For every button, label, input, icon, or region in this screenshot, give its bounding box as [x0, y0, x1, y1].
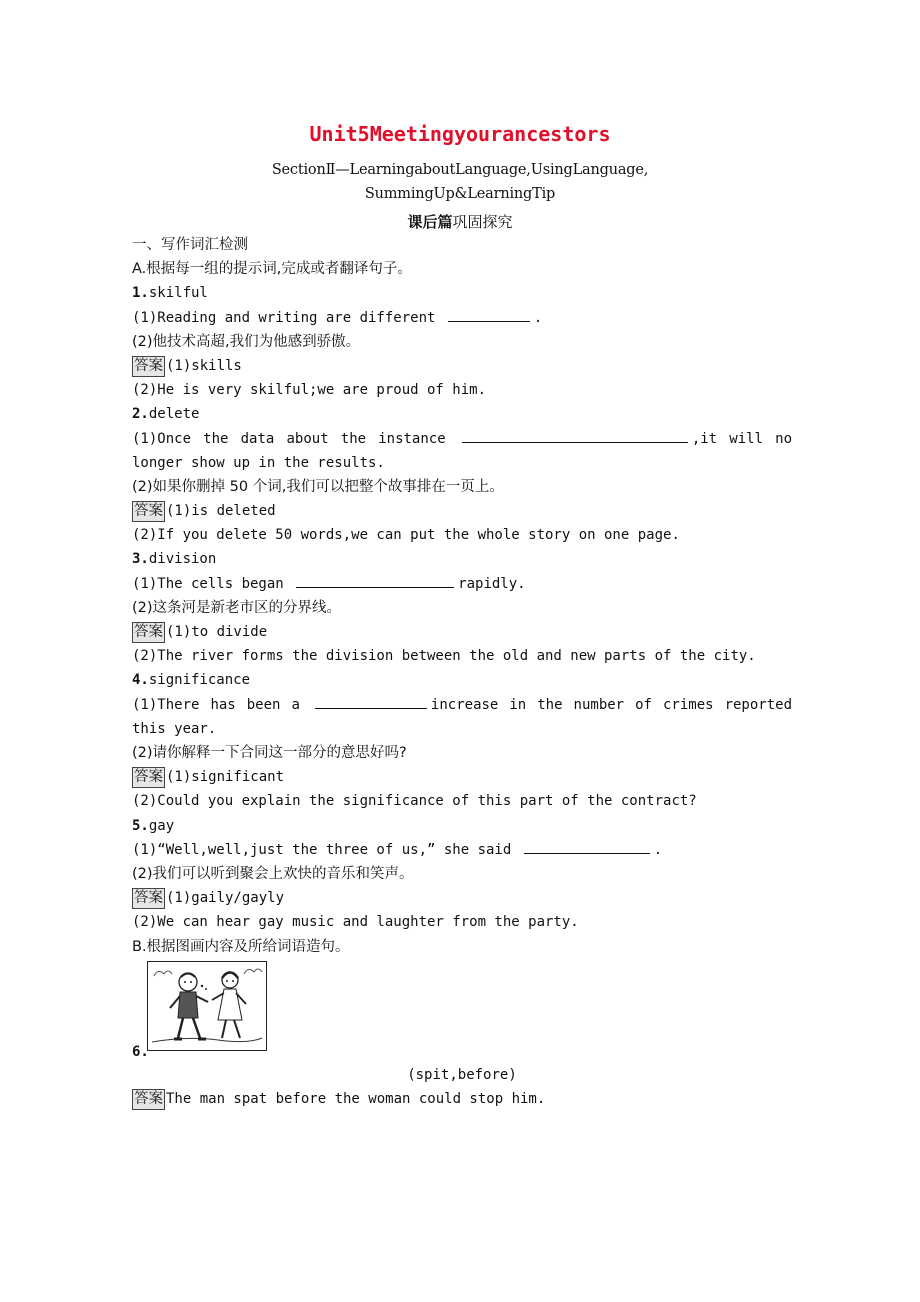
item-word: delete [148, 406, 200, 423]
section-heading [0, 211, 920, 232]
item-question-2: (2)这条河是新老市区的分界线。 [132, 599, 342, 616]
item-word: skilful [148, 285, 208, 302]
item-answer-1 [132, 354, 792, 378]
question-text-after: . [653, 841, 663, 858]
section-heading-rest: 巩固探究 [452, 213, 513, 231]
item-answer-1 [132, 499, 792, 523]
item-word: division [148, 551, 217, 568]
partA-instruction: A.根据每一组的提示词,完成或者翻译句子。 [132, 261, 412, 278]
answer-text: (1)significant [166, 769, 285, 786]
section-subtitle-line2: SummingUp&LearningTip [364, 186, 556, 202]
item-word: gay [148, 817, 175, 834]
answer-text: (1)skills [166, 357, 242, 374]
item-question-2: (2)我们可以听到聚会上欢快的音乐和笑声。 [132, 865, 414, 882]
item-number: 1. [132, 285, 149, 302]
item-answer-2: (2)We can hear gay music and laughter from the party. [132, 914, 579, 931]
question-text-before: (1)“Well,well,just the three of us,” she said [132, 841, 512, 858]
item-question-1 [132, 306, 792, 330]
question-text-before: (1)There has been a [132, 696, 300, 713]
answer-tag: 答案 [132, 356, 165, 377]
item-word: significance [148, 672, 251, 689]
question-text-after: rapidly. [458, 575, 526, 592]
item-answer-2: (2)He is very skilful;we are proud of him. [132, 382, 487, 399]
item-question-1 [132, 427, 792, 475]
item-answer-1 [132, 765, 792, 789]
answer-text: (1)to divide [166, 624, 268, 641]
answer-blank[interactable] [296, 573, 454, 588]
exercise-content [132, 233, 792, 1111]
part1-heading: 一、写作词汇检测 [132, 237, 248, 253]
question-text-after: increase in the number of crimes reported this year. [132, 696, 792, 737]
item-number: 4. [132, 672, 149, 689]
item-number: 3. [132, 551, 149, 568]
item-number: 6. [132, 1044, 149, 1061]
item-number: 2. [132, 406, 149, 423]
answer-tag: 答案 [132, 622, 165, 643]
item-word-row [132, 814, 792, 838]
cartoon-illustration [147, 961, 267, 1051]
answer-text: (1)gaily/gayly [166, 890, 285, 907]
answer-tag: 答案 [132, 501, 165, 522]
item-question-2: (2)他技术高超,我们为他感到骄傲。 [132, 333, 361, 350]
item-word-row [132, 668, 792, 692]
item-question-1 [132, 838, 792, 862]
item-question-1 [132, 572, 792, 596]
partB-instruction: B.根据图画内容及所给词语造句。 [132, 938, 350, 955]
answer-blank[interactable] [524, 839, 650, 854]
answer-tag: 答案 [132, 767, 165, 788]
item-word-row [132, 281, 792, 305]
item-answer-1 [132, 620, 792, 644]
item-word-row [132, 547, 792, 571]
section-heading-bold: 课后篇 [407, 213, 453, 231]
answer-text: The man spat before the woman could stop him. [166, 1090, 546, 1107]
item-answer-1 [132, 886, 792, 910]
question-text-before: (1)Reading and writing are different [132, 309, 436, 326]
unit-title: Unit5Meetingyourancestors [309, 122, 611, 146]
item-answer-2: (2)The river forms the division between the old and new parts of the city. [132, 648, 756, 665]
picture-row [132, 959, 792, 1063]
question-text-after: ,it will no longer show up in the results. [132, 430, 793, 471]
answer-tag: 答案 [132, 1089, 165, 1110]
item-word-row [132, 402, 792, 426]
question-text-before: (1)The cells began [132, 575, 284, 592]
answer-blank[interactable] [315, 694, 427, 709]
item-question-2: (2)如果你删掉 50 个词,我们可以把整个故事排在一页上。 [132, 478, 504, 495]
question-text-after: . [533, 309, 543, 326]
partB-answer [132, 1087, 792, 1111]
answer-text: (1)is deleted [166, 503, 276, 520]
item-question-1 [132, 693, 792, 741]
item-number: 5. [132, 817, 149, 834]
item-answer-2: (2)Could you explain the significance of this part of the contract? [132, 793, 697, 810]
item-question-2: (2)请你解释一下合同这一部分的意思好吗? [132, 745, 407, 761]
item-answer-2: (2)If you delete 50 words,we can put the whole story on one page. [132, 527, 680, 544]
section-subtitle-line1: SectionⅡ—LearningaboutLanguage,UsingLanguage, [271, 162, 649, 178]
answer-blank[interactable] [448, 307, 530, 322]
question-text-before: (1)Once the data about the instance [132, 430, 446, 447]
cartoon-drawing [148, 962, 266, 1050]
picture-hint: (spit,before) [407, 1066, 517, 1083]
answer-tag: 答案 [132, 888, 165, 909]
answer-blank[interactable] [462, 428, 688, 443]
